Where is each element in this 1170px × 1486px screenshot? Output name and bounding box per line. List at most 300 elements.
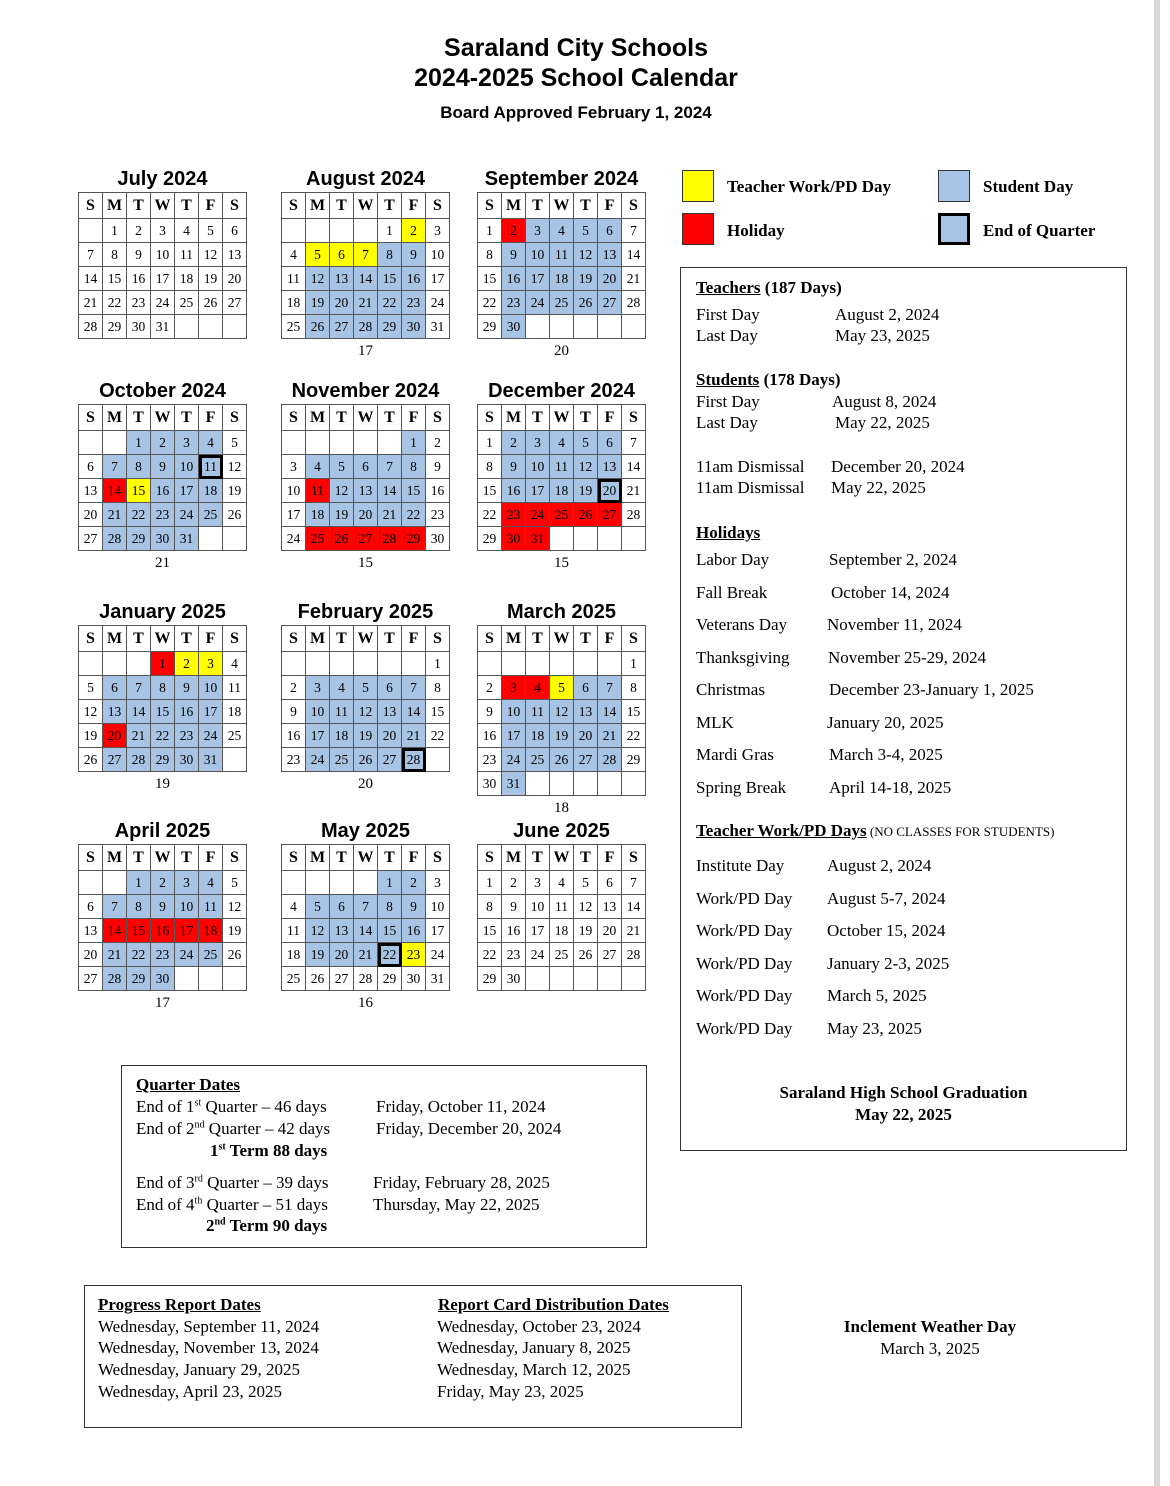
report-card-date: Wednesday, January 8, 2025 — [437, 1338, 631, 1357]
day-cell: 3 — [306, 676, 330, 700]
day-cell: 1 — [622, 652, 646, 676]
day-cell: 16 — [502, 919, 526, 943]
day-cell: 13 — [223, 243, 247, 267]
day-cell: 30 — [502, 527, 526, 551]
empty-cell — [598, 967, 622, 991]
day-cell: 18 — [526, 724, 550, 748]
day-cell: 24 — [502, 748, 526, 772]
day-cell: 9 — [502, 455, 526, 479]
month-title: May 2025 — [321, 820, 410, 842]
day-cell: 25 — [550, 943, 574, 967]
day-cell: 18 — [282, 943, 306, 967]
day-cell: 13 — [79, 919, 103, 943]
month-title: January 2025 — [99, 601, 226, 623]
day-cell: 27 — [103, 748, 127, 772]
weekday-header: T — [378, 193, 402, 219]
day-cell: 14 — [354, 919, 378, 943]
day-cell: 6 — [79, 895, 103, 919]
day-cell: 5 — [306, 243, 330, 267]
day-cell: 31 — [175, 527, 199, 551]
empty-cell — [103, 871, 127, 895]
day-cell: 25 — [306, 527, 330, 551]
day-cell: 5 — [574, 431, 598, 455]
day-cell: 20 — [354, 503, 378, 527]
empty-cell — [598, 315, 622, 339]
day-cell: 2 — [402, 219, 426, 243]
day-cell: 13 — [378, 700, 402, 724]
empty-cell — [622, 772, 646, 796]
month-title: June 2025 — [513, 820, 610, 842]
students-last-label: Last Day — [696, 413, 758, 432]
day-cell: 29 — [402, 527, 426, 551]
weekday-header: S — [478, 405, 502, 431]
month-title: November 2024 — [291, 380, 440, 402]
weekday-header: W — [151, 405, 175, 431]
day-cell: 24 — [151, 291, 175, 315]
holiday-date: September 2, 2024 — [829, 550, 957, 569]
day-cell: 30 — [502, 315, 526, 339]
month-calendar — [78, 818, 247, 1012]
day-cell: 26 — [354, 748, 378, 772]
month-calendar — [281, 378, 450, 572]
empty-cell — [574, 527, 598, 551]
day-cell: 22 — [378, 291, 402, 315]
dismissal-date: December 20, 2024 — [831, 457, 965, 476]
day-cell: 27 — [223, 291, 247, 315]
day-cell: 15 — [151, 700, 175, 724]
day-cell: 26 — [550, 748, 574, 772]
day-cell: 14 — [402, 700, 426, 724]
day-cell: 12 — [330, 479, 354, 503]
day-cell: 3 — [282, 455, 306, 479]
pd-date: January 2-3, 2025 — [827, 953, 950, 973]
day-cell: 4 — [175, 219, 199, 243]
day-cell: 1 — [478, 219, 502, 243]
q3-date: Friday, February 28, 2025 — [373, 1173, 550, 1192]
weekday-header: T — [330, 405, 354, 431]
day-cell: 5 — [574, 219, 598, 243]
day-cell: 31 — [151, 315, 175, 339]
day-cell: 10 — [151, 243, 175, 267]
q4-post: Quarter – 51 days — [202, 1195, 328, 1214]
day-cell: 24 — [306, 748, 330, 772]
student-day-count: 17 — [358, 343, 373, 359]
q2-label — [136, 1119, 330, 1139]
weekday-header: F — [199, 845, 223, 871]
weekday-header: S — [79, 626, 103, 652]
day-cell: 30 — [402, 315, 426, 339]
q3-label — [136, 1173, 328, 1193]
pd-label: Institute Day — [696, 856, 785, 875]
holiday-date: December 23-January 1, 2025 — [829, 680, 1034, 699]
weekday-header: S — [282, 626, 306, 652]
day-cell: 30 — [478, 772, 502, 796]
day-cell: 5 — [330, 455, 354, 479]
weekday-header: T — [526, 845, 550, 871]
day-cell: 1 — [151, 652, 175, 676]
day-cell: 24 — [199, 724, 223, 748]
day-cell: 1 — [127, 871, 151, 895]
day-cell: 3 — [526, 431, 550, 455]
student-day-count: 20 — [554, 343, 569, 359]
month-calendar — [281, 166, 450, 360]
day-cell: 15 — [378, 919, 402, 943]
weekday-header: F — [402, 845, 426, 871]
q4-sup: th — [194, 1195, 203, 1207]
day-cell: 22 — [378, 943, 402, 967]
weekday-header: W — [354, 626, 378, 652]
q1-date: Friday, October 11, 2024 — [376, 1097, 546, 1116]
weekday-header: T — [330, 193, 354, 219]
day-cell: 8 — [378, 895, 402, 919]
day-cell: 17 — [502, 724, 526, 748]
student-day-count: 20 — [358, 776, 373, 792]
day-cell: 28 — [402, 748, 426, 772]
pd-date: August 5-7, 2024 — [827, 888, 946, 908]
day-cell: 25 — [526, 748, 550, 772]
term2-label — [206, 1216, 327, 1236]
weekday-header: T — [175, 405, 199, 431]
day-cell: 28 — [354, 315, 378, 339]
day-cell: 7 — [103, 895, 127, 919]
month-title: February 2025 — [297, 601, 434, 623]
day-cell: 27 — [330, 315, 354, 339]
day-cell: 24 — [175, 943, 199, 967]
day-cell: 25 — [223, 724, 247, 748]
day-cell: 3 — [199, 652, 223, 676]
day-cell: 20 — [79, 503, 103, 527]
month-table — [281, 844, 450, 991]
day-cell: 10 — [426, 243, 450, 267]
day-cell: 11 — [223, 676, 247, 700]
day-cell: 14 — [354, 267, 378, 291]
weekday-header: T — [127, 626, 151, 652]
day-cell: 11 — [526, 700, 550, 724]
progress-date: Wednesday, April 23, 2025 — [98, 1382, 283, 1401]
day-cell: 17 — [526, 919, 550, 943]
weekday-header: T — [574, 405, 598, 431]
day-cell: 17 — [199, 700, 223, 724]
students-days: (178 Days) — [759, 370, 841, 389]
day-cell: 18 — [282, 291, 306, 315]
day-cell: 19 — [306, 943, 330, 967]
graduation-date: May 22, 2025 — [855, 1105, 952, 1124]
pd-heading-row — [696, 821, 1054, 841]
q3-post: Quarter – 39 days — [202, 1173, 329, 1192]
weekday-header: S — [622, 193, 646, 219]
day-cell: 26 — [330, 527, 354, 551]
day-cell: 8 — [478, 895, 502, 919]
day-cell: 24 — [282, 527, 306, 551]
weekday-header: W — [354, 845, 378, 871]
empty-cell — [574, 315, 598, 339]
weekday-header: W — [354, 405, 378, 431]
day-cell: 22 — [151, 724, 175, 748]
month-table — [477, 404, 646, 551]
day-cell: 6 — [598, 871, 622, 895]
day-cell: 21 — [103, 503, 127, 527]
weekday-header: M — [502, 193, 526, 219]
day-cell: 25 — [330, 748, 354, 772]
weekday-header: W — [354, 193, 378, 219]
approval-note: Board Approved February 1, 2024 — [440, 103, 712, 122]
day-cell: 24 — [175, 503, 199, 527]
students-heading-row — [696, 370, 841, 390]
empty-cell — [306, 652, 330, 676]
day-cell: 17 — [526, 267, 550, 291]
day-cell: 28 — [622, 943, 646, 967]
day-cell: 9 — [127, 243, 151, 267]
teachers-first-label: First Day — [696, 305, 760, 324]
month-table — [78, 404, 247, 551]
day-cell: 6 — [223, 219, 247, 243]
holiday-label: Fall Break — [696, 582, 768, 602]
teachers-last-date: May 23, 2025 — [835, 326, 930, 345]
empty-cell — [223, 748, 247, 772]
day-cell: 3 — [426, 871, 450, 895]
day-cell: 5 — [306, 895, 330, 919]
day-cell: 7 — [598, 676, 622, 700]
day-cell: 30 — [175, 748, 199, 772]
day-cell: 27 — [598, 503, 622, 527]
day-cell: 1 — [426, 652, 450, 676]
weekday-header: S — [622, 845, 646, 871]
report-dates-box — [84, 1285, 742, 1428]
day-cell: 7 — [402, 676, 426, 700]
empty-cell — [199, 315, 223, 339]
day-cell: 12 — [574, 243, 598, 267]
empty-cell — [223, 967, 247, 991]
day-cell: 27 — [354, 527, 378, 551]
day-cell: 26 — [223, 503, 247, 527]
weekday-header: S — [79, 845, 103, 871]
day-cell: 6 — [574, 676, 598, 700]
day-cell: 9 — [175, 676, 199, 700]
holiday-date: March 3-4, 2025 — [829, 745, 943, 764]
day-cell: 29 — [127, 527, 151, 551]
weekday-header: S — [426, 845, 450, 871]
empty-cell — [282, 652, 306, 676]
day-cell: 26 — [574, 943, 598, 967]
day-cell: 9 — [502, 895, 526, 919]
day-cell: 2 — [175, 652, 199, 676]
holiday-label: Mardi Gras — [696, 745, 774, 764]
day-cell: 1 — [402, 431, 426, 455]
day-cell: 30 — [151, 527, 175, 551]
day-cell: 21 — [378, 503, 402, 527]
day-cell: 1 — [378, 219, 402, 243]
day-cell: 9 — [151, 895, 175, 919]
q3-sup: rd — [194, 1173, 203, 1185]
empty-cell — [103, 431, 127, 455]
pd-note: (NO CLASSES FOR STUDENTS) — [866, 824, 1055, 839]
weekday-header: T — [127, 405, 151, 431]
day-cell: 6 — [330, 243, 354, 267]
day-cell: 16 — [402, 919, 426, 943]
quarter-dates-box — [121, 1065, 647, 1248]
day-cell: 4 — [550, 219, 574, 243]
day-cell: 4 — [199, 871, 223, 895]
empty-cell — [550, 527, 574, 551]
day-cell: 16 — [478, 724, 502, 748]
weekday-header: T — [378, 405, 402, 431]
day-cell: 11 — [550, 455, 574, 479]
day-cell: 4 — [282, 895, 306, 919]
day-cell: 6 — [354, 455, 378, 479]
holiday-label: Spring Break — [696, 777, 787, 797]
month-title: October 2024 — [99, 380, 226, 402]
district-title: Saraland City Schools — [444, 34, 708, 62]
day-cell: 15 — [478, 479, 502, 503]
day-cell: 14 — [127, 700, 151, 724]
day-cell: 26 — [199, 291, 223, 315]
day-cell: 19 — [574, 919, 598, 943]
day-cell: 6 — [598, 431, 622, 455]
day-cell: 14 — [622, 895, 646, 919]
day-cell: 3 — [175, 431, 199, 455]
day-cell: 17 — [306, 724, 330, 748]
teachers-heading: Teachers — [696, 278, 761, 297]
day-cell: 16 — [127, 267, 151, 291]
student-day-count: 17 — [155, 995, 170, 1011]
empty-cell — [354, 219, 378, 243]
weekday-header: T — [175, 626, 199, 652]
day-cell: 12 — [306, 919, 330, 943]
student-day-count: 21 — [155, 555, 170, 571]
day-cell: 8 — [151, 676, 175, 700]
day-cell: 14 — [622, 243, 646, 267]
month-calendar — [78, 599, 247, 793]
empty-cell — [550, 652, 574, 676]
empty-cell — [330, 431, 354, 455]
day-cell: 23 — [502, 503, 526, 527]
day-cell: 4 — [526, 676, 550, 700]
day-cell: 23 — [282, 748, 306, 772]
empty-cell — [574, 772, 598, 796]
weekday-header: S — [478, 193, 502, 219]
day-cell: 21 — [127, 724, 151, 748]
day-cell: 18 — [330, 724, 354, 748]
day-cell: 22 — [103, 291, 127, 315]
day-cell: 22 — [127, 943, 151, 967]
month-calendar — [281, 599, 450, 793]
empty-cell — [103, 652, 127, 676]
holiday-label: Thanksgiving — [696, 647, 790, 667]
day-cell: 2 — [402, 871, 426, 895]
day-cell: 9 — [151, 455, 175, 479]
day-cell: 10 — [502, 700, 526, 724]
weekday-header: M — [103, 845, 127, 871]
day-cell: 16 — [282, 724, 306, 748]
day-cell: 23 — [127, 291, 151, 315]
day-cell: 14 — [79, 267, 103, 291]
day-cell: 29 — [127, 967, 151, 991]
day-cell: 15 — [378, 267, 402, 291]
day-cell: 8 — [426, 676, 450, 700]
empty-cell — [550, 967, 574, 991]
day-cell: 18 — [550, 479, 574, 503]
day-cell: 20 — [378, 724, 402, 748]
day-cell: 27 — [330, 967, 354, 991]
day-cell: 24 — [526, 291, 550, 315]
day-cell: 4 — [199, 431, 223, 455]
weekday-header: W — [151, 193, 175, 219]
day-cell: 17 — [175, 479, 199, 503]
day-cell: 19 — [199, 267, 223, 291]
weekday-header: S — [79, 193, 103, 219]
day-cell: 28 — [103, 967, 127, 991]
weekday-header: T — [127, 193, 151, 219]
day-cell: 8 — [478, 243, 502, 267]
pd-date: March 5, 2025 — [827, 986, 927, 1005]
day-cell: 12 — [550, 700, 574, 724]
empty-cell — [526, 652, 550, 676]
day-cell: 23 — [402, 943, 426, 967]
day-cell: 12 — [574, 895, 598, 919]
day-cell: 26 — [306, 315, 330, 339]
students-first-date: August 8, 2024 — [832, 392, 937, 411]
day-cell: 22 — [478, 943, 502, 967]
day-cell: 21 — [598, 724, 622, 748]
month-title: September 2024 — [484, 168, 639, 190]
month-title: April 2025 — [114, 820, 211, 842]
day-cell: 25 — [199, 503, 223, 527]
weekday-header: M — [306, 193, 330, 219]
day-cell: 17 — [426, 267, 450, 291]
student-day-count: 15 — [358, 555, 373, 571]
empty-cell — [199, 967, 223, 991]
day-cell: 28 — [127, 748, 151, 772]
pd-date: August 2, 2024 — [827, 856, 932, 875]
day-cell: 12 — [574, 455, 598, 479]
q4-date: Thursday, May 22, 2025 — [373, 1195, 540, 1214]
term1-sup: st — [218, 1141, 226, 1153]
day-cell: 25 — [550, 503, 574, 527]
weekday-header: S — [79, 405, 103, 431]
empty-cell — [378, 652, 402, 676]
day-cell: 20 — [330, 943, 354, 967]
day-cell: 22 — [622, 724, 646, 748]
day-cell: 18 — [306, 503, 330, 527]
empty-cell — [622, 315, 646, 339]
day-cell: 17 — [151, 267, 175, 291]
weekday-header: S — [622, 626, 646, 652]
day-cell: 11 — [306, 479, 330, 503]
day-cell: 7 — [378, 455, 402, 479]
day-cell: 1 — [127, 431, 151, 455]
month-title: December 2024 — [488, 380, 635, 402]
students-last-date: May 22, 2025 — [835, 413, 930, 432]
day-cell: 2 — [502, 219, 526, 243]
day-cell: 15 — [127, 479, 151, 503]
empty-cell — [354, 431, 378, 455]
q1-post: Quarter – 46 days — [201, 1097, 327, 1116]
day-cell: 19 — [223, 919, 247, 943]
pd-date: October 15, 2024 — [827, 921, 946, 940]
weekday-header: S — [223, 405, 247, 431]
weekday-header: S — [622, 405, 646, 431]
weekday-header: W — [550, 405, 574, 431]
weekday-header: W — [151, 626, 175, 652]
weekday-header: S — [426, 405, 450, 431]
month-title: March 2025 — [507, 601, 616, 623]
holiday-date: October 14, 2024 — [831, 582, 950, 602]
day-cell: 19 — [550, 724, 574, 748]
holiday-date: November 11, 2024 — [827, 615, 962, 634]
empty-cell — [598, 652, 622, 676]
weekday-header: M — [103, 405, 127, 431]
day-cell: 3 — [426, 219, 450, 243]
